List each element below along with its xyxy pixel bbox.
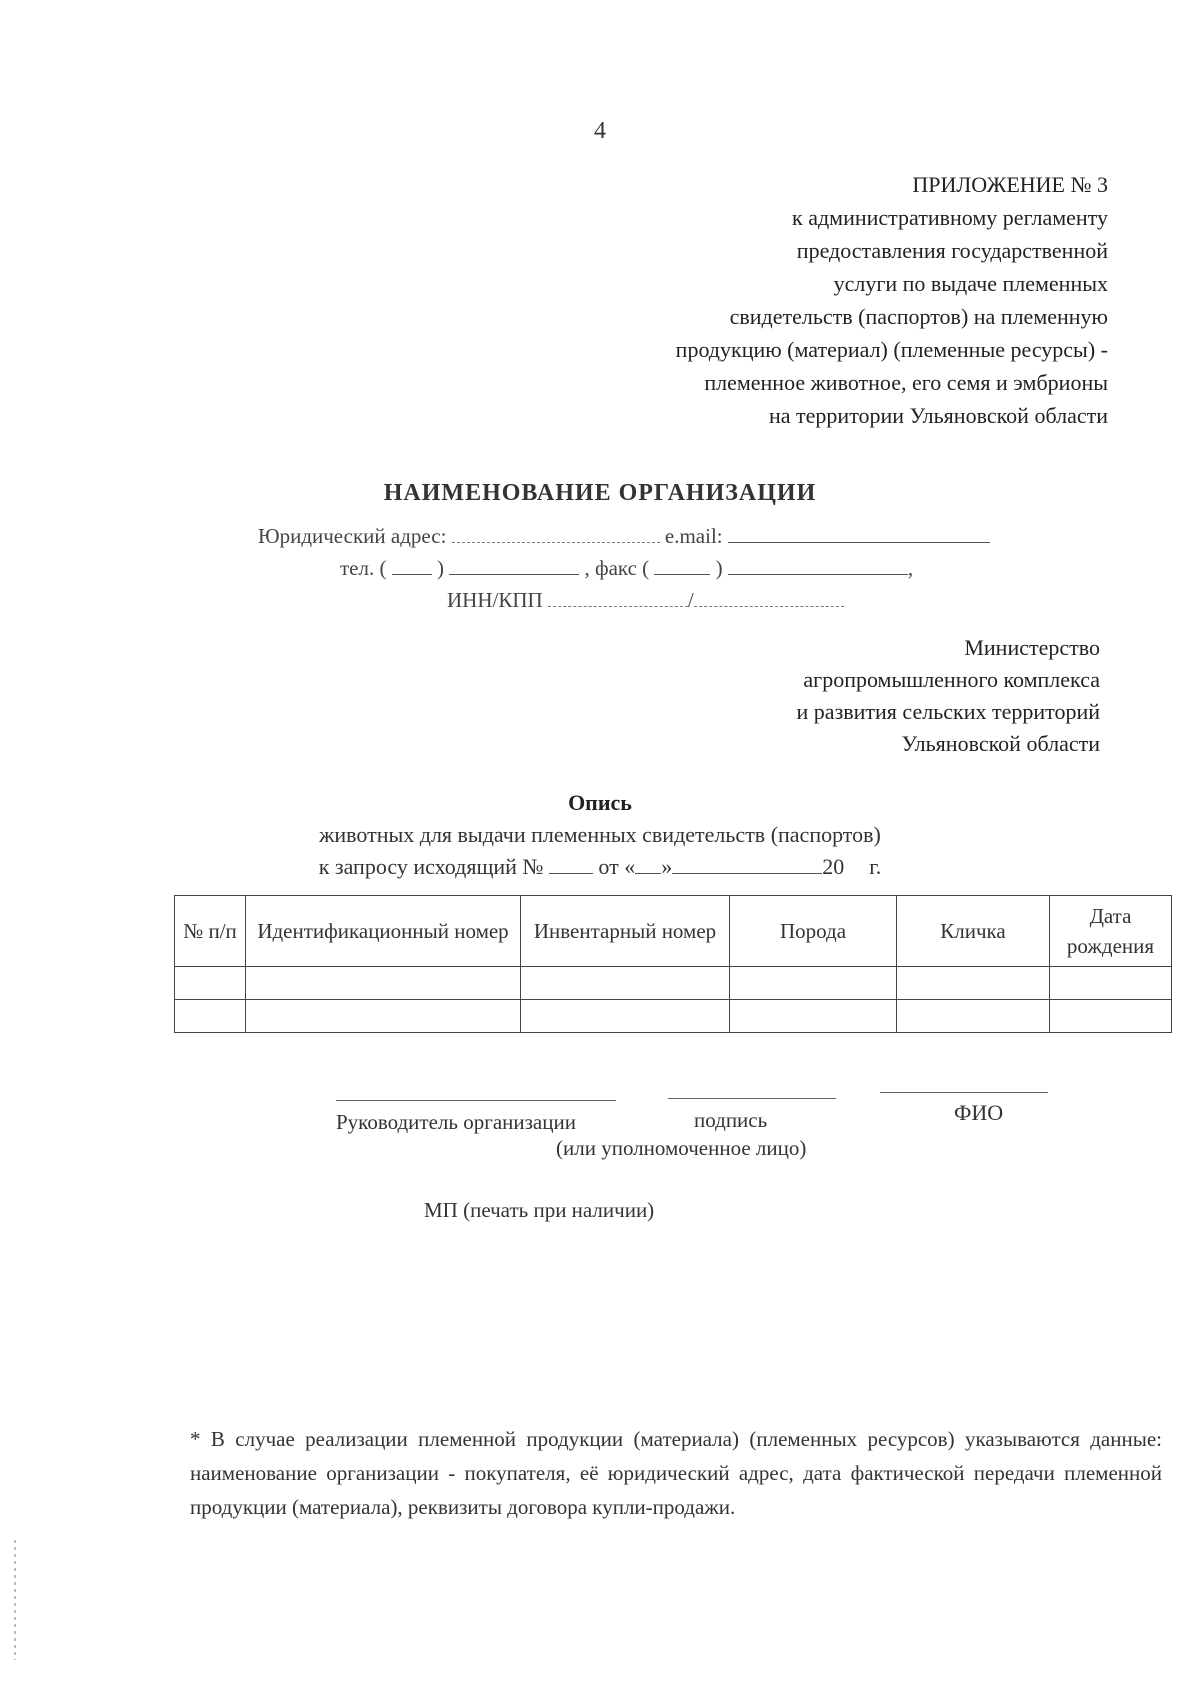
inventory-table — [174, 895, 1172, 1033]
slash: / — [687, 588, 694, 612]
table-header-row — [175, 896, 1172, 967]
appendix-line: на территории Ульяновской области — [769, 403, 1108, 428]
request-quote-close: » — [661, 854, 673, 879]
head-signature-line[interactable] — [336, 1100, 616, 1101]
fio-label: ФИО — [954, 1100, 1004, 1125]
table-cell[interactable] — [897, 1000, 1050, 1033]
table-row — [175, 967, 1172, 1000]
phone-label: тел. ( — [340, 556, 387, 580]
table-cell[interactable] — [897, 967, 1050, 1000]
authorized-person-label: (или уполномоченное лицо) — [556, 1136, 807, 1160]
table-row — [175, 1000, 1172, 1033]
recipient-line: Ульяновской области — [901, 731, 1100, 756]
request-day-field[interactable] — [635, 855, 661, 874]
email-field[interactable] — [728, 524, 990, 543]
request-year: 20 — [822, 854, 845, 879]
recipient-line: и развития сельских территорий — [796, 699, 1100, 724]
table-cell[interactable] — [730, 967, 897, 1000]
appendix-line: услуги по выдаче племенных — [833, 271, 1108, 296]
fio-line[interactable] — [880, 1092, 1048, 1093]
request-from-label: от « — [598, 854, 636, 879]
recipient-line: агропромышленного комплекса — [803, 667, 1100, 692]
appendix-line: продукцию (материал) (племенные ресурсы) - — [675, 337, 1108, 362]
phone-paren-close: ) — [436, 556, 444, 580]
column-header-number: № п/п — [175, 896, 246, 967]
footnote: * В случае реализации племенной продукции (материала) (племенных ресурсов) указываются данные: наименование организации - покупателя, её юридический адрес, дата фактической передачи племенной продукции (материала), реквизиты договора купли-продажи. — [190, 1427, 1162, 1519]
column-header-breed: Порода — [730, 896, 897, 967]
recipient-block — [640, 632, 1100, 760]
table-cell[interactable] — [246, 967, 521, 1000]
table-cell[interactable] — [175, 1000, 246, 1033]
fax-code-field[interactable] — [654, 556, 710, 575]
request-year-gap — [850, 856, 864, 874]
request-number-field[interactable] — [549, 855, 593, 874]
fax-paren-close: ) — [715, 556, 723, 580]
inventory-title: Опись — [568, 790, 632, 815]
recipient-line: Министерство — [964, 635, 1100, 660]
legal-address-label: Юридический адрес: — [258, 524, 447, 548]
appendix-block — [548, 168, 1108, 432]
column-header-id-number: Идентификационный номер — [246, 896, 521, 967]
appendix-title: ПРИЛОЖЕНИЕ № 3 — [912, 172, 1108, 197]
column-header-nickname: Кличка — [897, 896, 1050, 967]
stamp-label: МП (печать при наличии) — [424, 1198, 655, 1222]
kpp-field[interactable] — [694, 588, 844, 607]
table-cell[interactable] — [175, 967, 246, 1000]
appendix-line: свидетельств (паспортов) на племенную — [729, 304, 1108, 329]
scan-edge-artifact — [14, 1540, 16, 1660]
inn-kpp-label: ИНН/КПП — [447, 588, 543, 612]
email-label: e.mail: — [664, 524, 723, 548]
signature-label: подпись — [694, 1108, 768, 1132]
head-of-organization-label: Руководитель организации — [336, 1110, 576, 1134]
column-header-birth-date: Дата рождения — [1050, 896, 1172, 967]
fax-label: , факс ( — [584, 556, 650, 580]
table-cell[interactable] — [730, 1000, 897, 1033]
table-cell[interactable] — [521, 967, 730, 1000]
table-cell[interactable] — [1050, 1000, 1172, 1033]
request-line — [0, 854, 1200, 880]
table-cell[interactable] — [521, 1000, 730, 1033]
column-header-inventory-number: Инвентарный номер — [521, 896, 730, 967]
inventory-subtitle: животных для выдачи племенных свидетельств (паспортов) — [319, 822, 881, 847]
phone-fax-line — [340, 556, 913, 581]
legal-address-line — [258, 524, 990, 549]
phone-field[interactable] — [449, 556, 579, 575]
inn-field[interactable] — [548, 588, 688, 607]
request-prefix: к запросу исходящий № — [318, 854, 544, 879]
legal-address-field[interactable] — [452, 524, 660, 543]
appendix-line: к административному регламенту — [792, 205, 1108, 230]
request-month-field[interactable] — [672, 855, 822, 874]
signature-line[interactable] — [668, 1098, 836, 1099]
request-year-suffix: г. — [869, 854, 882, 879]
table-cell[interactable] — [246, 1000, 521, 1033]
inn-kpp-line — [447, 588, 844, 613]
phone-code-field[interactable] — [392, 556, 432, 575]
organization-title: НАИМЕНОВАНИЕ ОРГАНИЗАЦИИ — [383, 480, 817, 506]
comma: , — [907, 556, 914, 580]
appendix-line: племенное животное, его семя и эмбрионы — [704, 370, 1108, 395]
fax-field[interactable] — [728, 556, 908, 575]
page-number: 4 — [594, 118, 606, 144]
table-cell[interactable] — [1050, 967, 1172, 1000]
appendix-line: предоставления государственной — [796, 238, 1108, 263]
